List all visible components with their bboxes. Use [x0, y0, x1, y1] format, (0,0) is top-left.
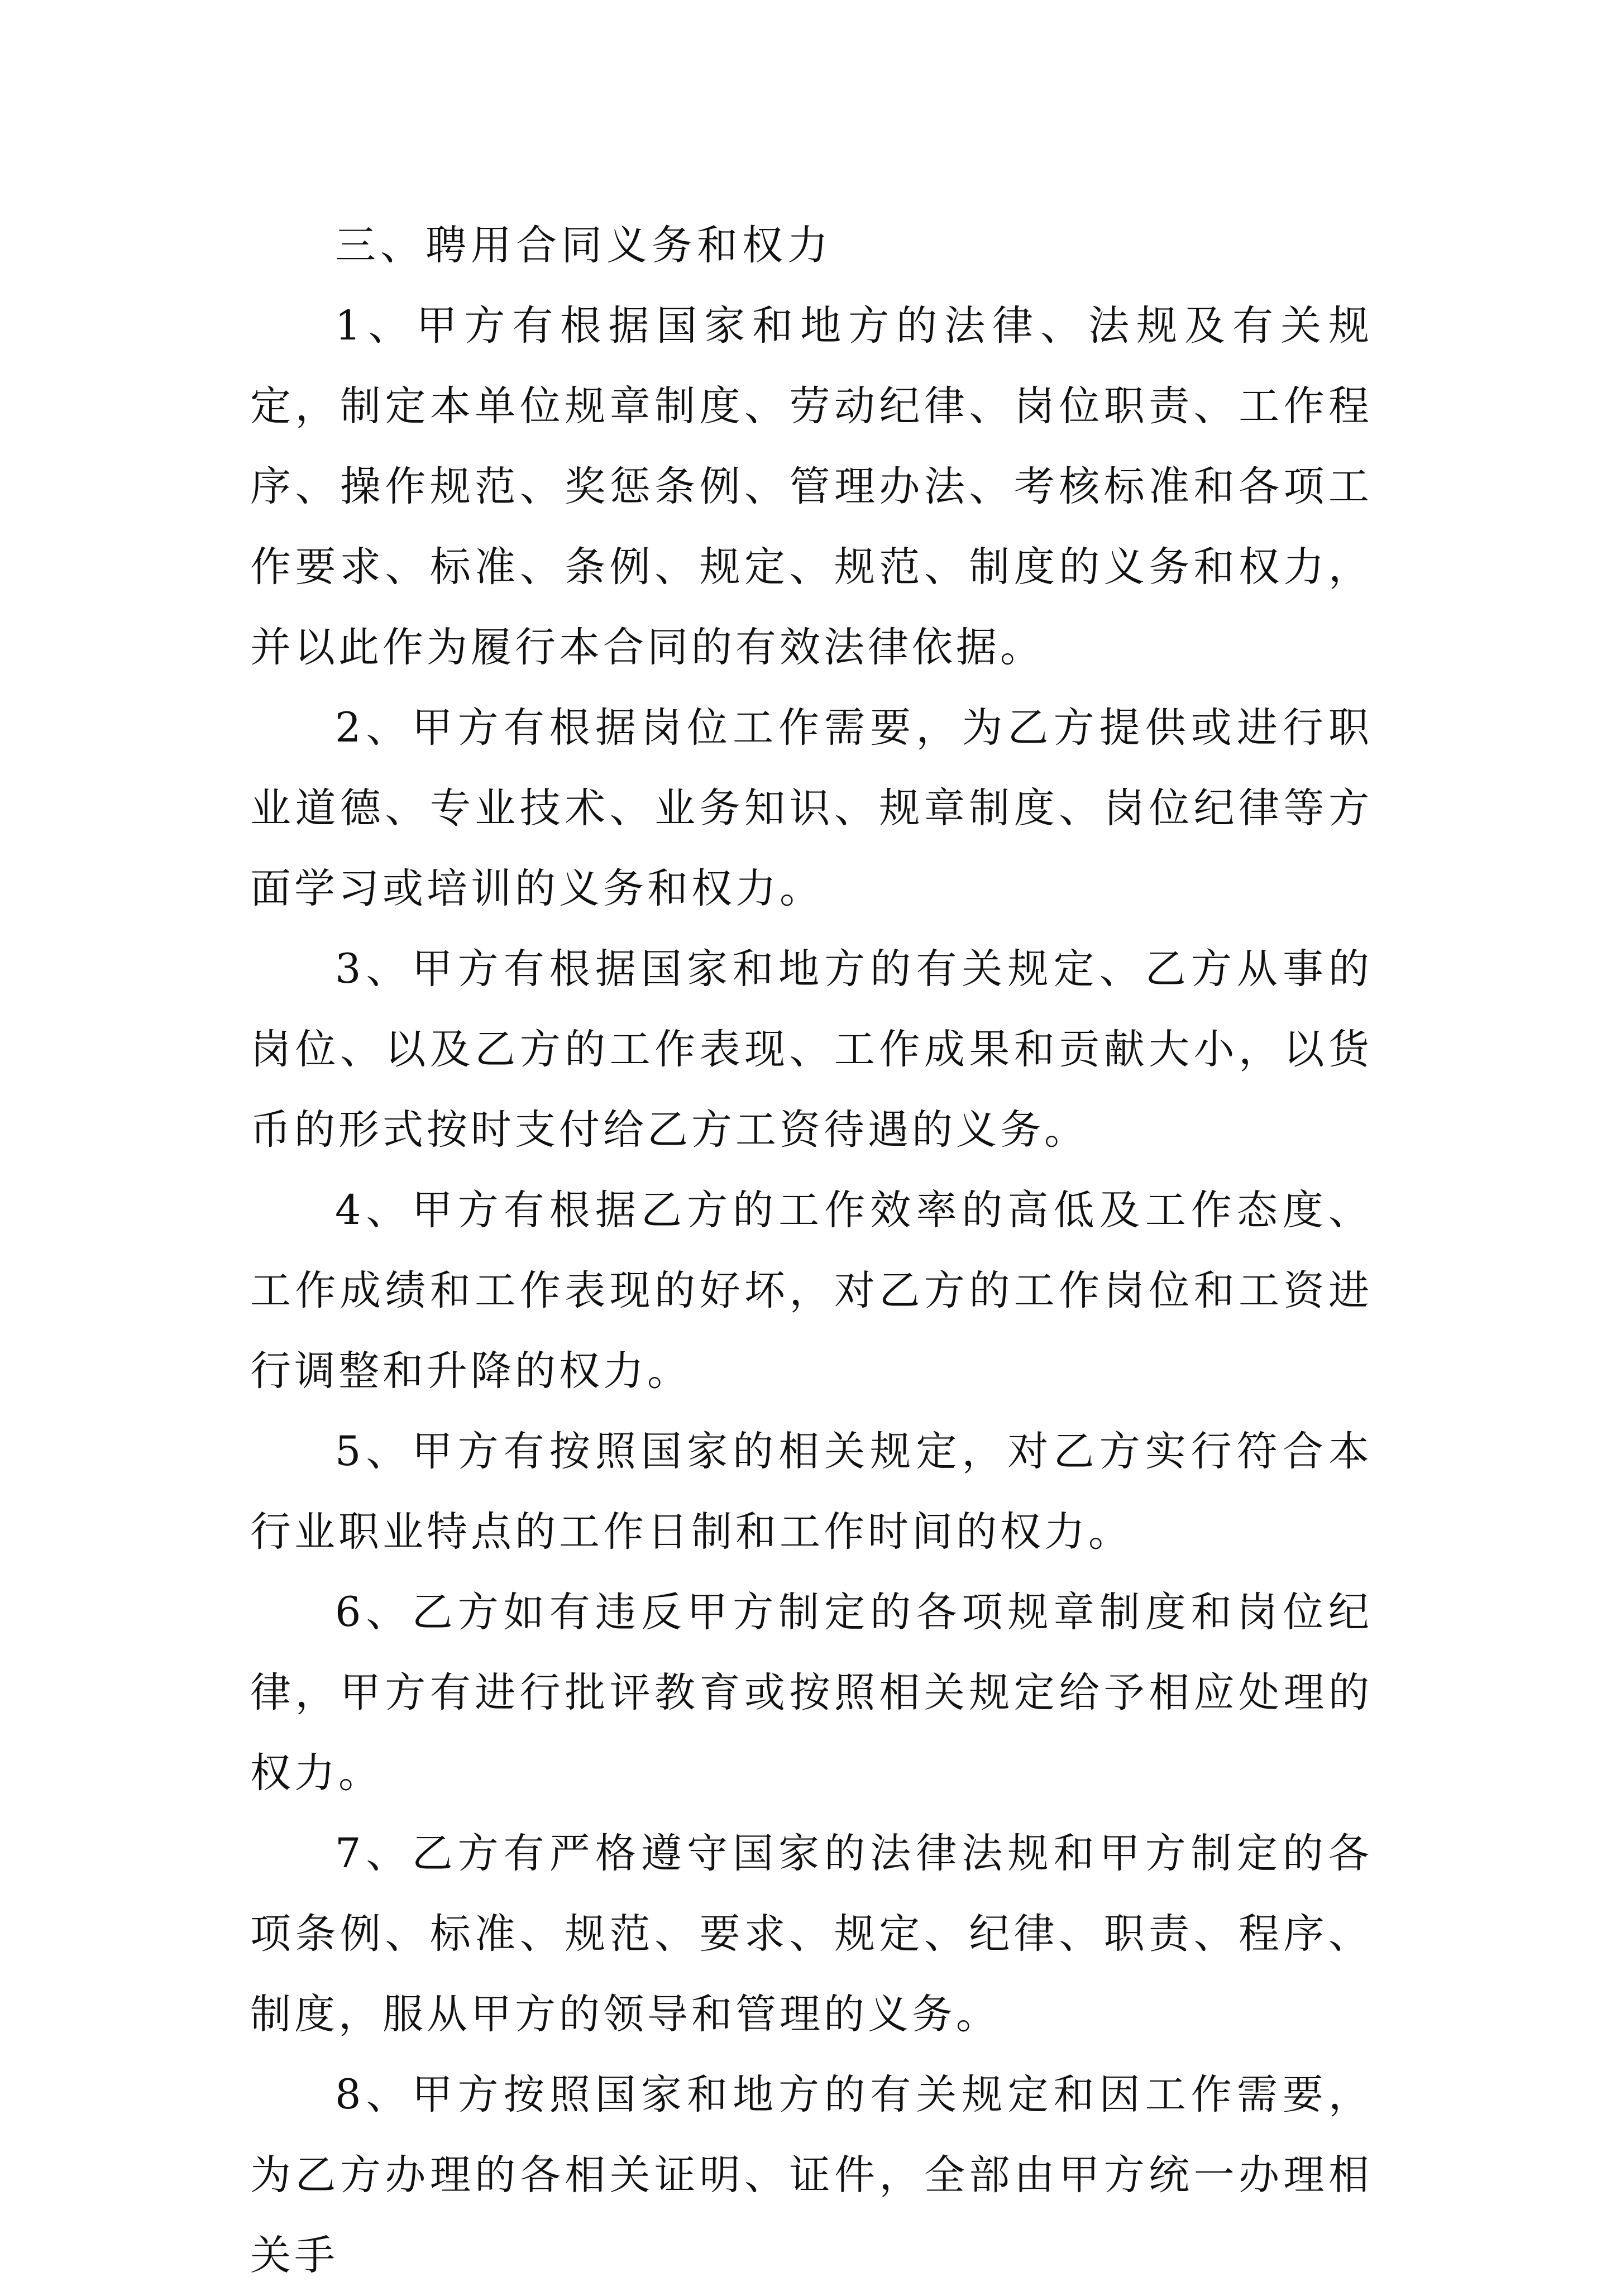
section-heading: 三、聘用合同义务和权力	[335, 222, 833, 269]
clause-4: 4、甲方有根据乙方的工作效率的高低及工作态度、工作成绩和工作表现的好坏，对乙方的工作岗位和工资进行调整和升降的权力。	[250, 1187, 1373, 1395]
clause-3: 3、甲方有根据国家和地方的有关规定、乙方从事的岗位、以及乙方的工作表现、工作成果和贡献大小，以货币的形式按时支付给乙方工资待遇的义务。	[250, 945, 1373, 1154]
clause-5: 5、甲方有按照国家的相关规定，对乙方实行符合本行业职业特点的工作日制和工作时间的权力。	[250, 1428, 1373, 1556]
clause-8: 8、甲方按照国家和地方的有关规定和因工作需要，为乙方办理的各相关证明、证件，全部由甲方统一办理相关手	[250, 2071, 1373, 2279]
clause-7: 7、乙方有严格遵守国家的法律法规和甲方制定的各项条例、标准、规范、要求、规定、纪律、职责、程序、制度，服从甲方的领导和管理的义务。	[250, 1830, 1373, 2038]
clause-6: 6、乙方如有违反甲方制定的各项规章制度和岗位纪律，甲方有进行批评教育或按照相关规定给予相应处理的权力。	[250, 1589, 1373, 1797]
clause-1: 1、甲方有根据国家和地方的法律、法规及有关规定，制定本单位规章制度、劳动纪律、岗位职责、工作程序、操作规范、奖惩条例、管理办法、考核标准和各项工作要求、标准、条例、规定、规范、制度的义务和权力，并以此作为履行本合同的有效法律依据。	[250, 302, 1373, 671]
document-body	[250, 205, 1373, 2296]
clause-2: 2、甲方有根据岗位工作需要，为乙方提供或进行职业道德、专业技术、业务知识、规章制度、岗位纪律等方面学习或培训的义务和权力。	[250, 704, 1373, 912]
